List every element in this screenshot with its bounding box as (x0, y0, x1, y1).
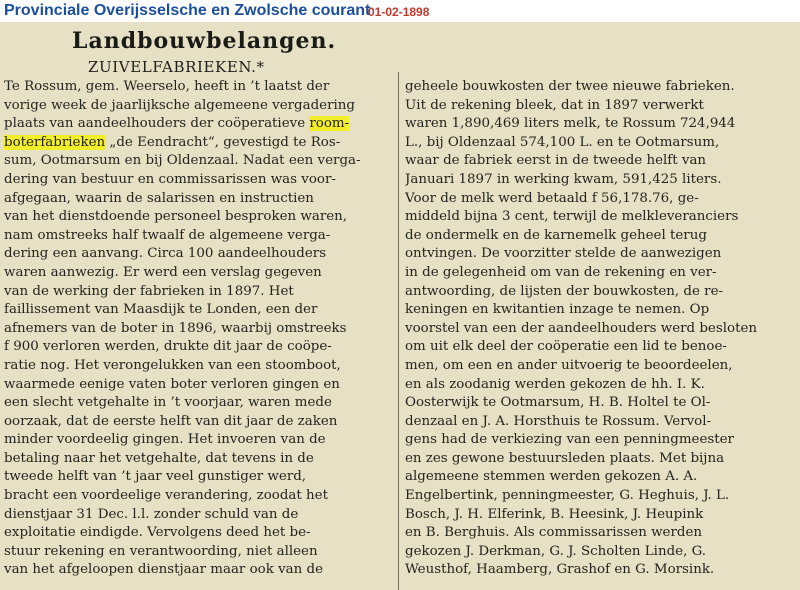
text-line: Bosch, J. H. Elferink, B. Heesink, J. Heupink (405, 506, 704, 522)
text-line: f 900 verloren werden, drukte dit jaar de coöpe- (4, 339, 332, 355)
text-line: Uit de rekening bleek, dat in 1897 verwerkt (405, 97, 704, 113)
text-line: gekozen J. Derkman, G. J. Scholten Linde, G. (405, 543, 707, 559)
text-line: gens had de verkiezing van een penningmeester (405, 432, 734, 448)
text-line: voorstel van een der aandeelhouders werd besloten (405, 320, 758, 336)
newspaper-title[interactable]: Provinciale Overijsselsche en Zwolsche courant (4, 2, 371, 19)
text-line: waar de fabriek eerst in de tweede helft van (405, 153, 707, 169)
text-line: betaling naar het vetgehalte, dat tevens in de (4, 450, 314, 466)
text-line: antwoording, de lijsten der bouwkosten, de re- (405, 283, 724, 299)
text-line: faillissement van Maasdijk te Londen, een der (4, 302, 318, 318)
text-line: nam omstreeks half twaalf de algemeene verga- (4, 227, 331, 243)
text-line (4, 115, 392, 134)
text-line: van het afgeloopen dienstjaar maar ook van de (4, 562, 324, 578)
issue-date: 01-02-1898 (368, 5, 430, 19)
text-line: en B. Berghuis. Als commissarissen werden (405, 525, 703, 541)
text-line: exploitatie eindigde. Vervolgens deed het be- (4, 525, 311, 541)
text-line: stuur rekening en verantwoording, niet alleen (4, 543, 318, 559)
text-line: vorige week de jaarlijksche algemeene vergadering (4, 97, 355, 113)
text-line: tweede helft van ’t jaar veel gunstiger werd, (4, 469, 307, 485)
text-line: algemeene stemmen werden gekozen A. A. (405, 469, 698, 485)
text-line: dienstjaar 31 Dec. l.l. zonder schuld van de (4, 506, 299, 522)
text-line-part: „de Eendracht“, gevestigd te Ros- (105, 134, 341, 150)
column-divider (398, 72, 399, 590)
text-line: Te Rossum, gem. Weerselo, heeft in ’t laatst der (4, 79, 330, 94)
article-title: Landbouwbelangen. (72, 28, 337, 54)
text-line: L., bij Oldenzaal 574,100 L. en te Ootmarsum, (405, 134, 720, 150)
text-line: oorzaak, dat de eerste helft van dit jaar de zaken (4, 413, 338, 429)
text-line: waarmede eenige vaten boter verloren gingen en (4, 376, 340, 392)
text-line: Januari 1897 in werking kwam, 591,425 liters. (405, 171, 722, 187)
text-line: van de werking der fabrieken in 1897. Het (4, 283, 294, 299)
text-line: ontvingen. De voorzitter stelde de aanwezigen (405, 246, 722, 262)
text-line: en als zoodanig werden gekozen de hh. I. K. (405, 376, 705, 392)
text-line: in de gelegenheid om van de rekening en ver- (405, 264, 717, 280)
text-line: bracht een voordeelige verandering, zoodat het (4, 488, 328, 504)
text-line: dering van bestuur en commissarissen was voor- (4, 171, 336, 187)
text-line: Oosterwijk te Ootmarsum, H. B. Holtel te Ol- (405, 395, 711, 411)
text-line: Voor de melk werd betaald f 56,178.76, ge- (405, 190, 699, 206)
text-line: men, om een en ander uitvoerig te beoordeelen, (405, 357, 733, 373)
text-line: van het dienstdoende personeel besproken waren, (4, 209, 348, 225)
search-highlight: boterfabrieken (4, 134, 106, 150)
left-column (4, 78, 392, 580)
text-line: een slecht vetgehalte in ’t voorjaar, waren mede (4, 395, 332, 411)
header-bar (0, 0, 800, 22)
text-line: geheele bouwkosten der twee nieuwe fabrieken. (405, 79, 735, 94)
text-line: de ondermelk en de karnemelk geheel terug (405, 227, 707, 243)
right-column (405, 78, 797, 580)
text-line: middeld bijna 3 cent, terwijl de melkleveranciers (405, 209, 739, 225)
article-subtitle: ZUIVELFABRIEKEN.* (88, 58, 265, 76)
text-line: en zes gewone bestuursleden plaats. Met bijna (405, 450, 725, 466)
text-line: ratie nog. Het verongelukken van een stoomboot, (4, 357, 341, 373)
text-line-part: plaats van aandeelhouders der coöperatieve (4, 116, 310, 132)
text-line: waren 1,890,469 liters melk, te Rossum 724,944 (405, 116, 736, 132)
newspaper-clipping (0, 22, 800, 590)
text-line: sum, Ootmarsum en bij Oldenzaal. Nadat een verga- (4, 153, 361, 169)
text-line: afgegaan, waarin de salarissen en instructien (4, 190, 314, 206)
text-line: dering een aanvang. Circa 100 aandeelhouders (4, 246, 327, 262)
search-highlight: room- (309, 116, 350, 132)
text-line: Engelbertink, penningmeester, G. Heghuis, J. L. (405, 488, 730, 504)
text-line: afnemers van de boter in 1896, waarbij omstreeks (4, 320, 347, 336)
text-line: waren aanwezig. Er werd een verslag gegeven (4, 264, 322, 280)
text-line (4, 134, 392, 153)
text-line: keningen en kwitantien inzage te nemen. Op (405, 302, 710, 318)
text-line: Weusthof, Haamberg, Grashof en G. Morsink. (405, 562, 715, 578)
text-line: om uit elk deel der coöperatie een lid te benoe- (405, 339, 727, 355)
text-line: minder voordeelig gingen. Het invoeren van de (4, 432, 326, 448)
text-line: denzaal en J. A. Horsthuis te Rossum. Vervol- (405, 413, 712, 429)
